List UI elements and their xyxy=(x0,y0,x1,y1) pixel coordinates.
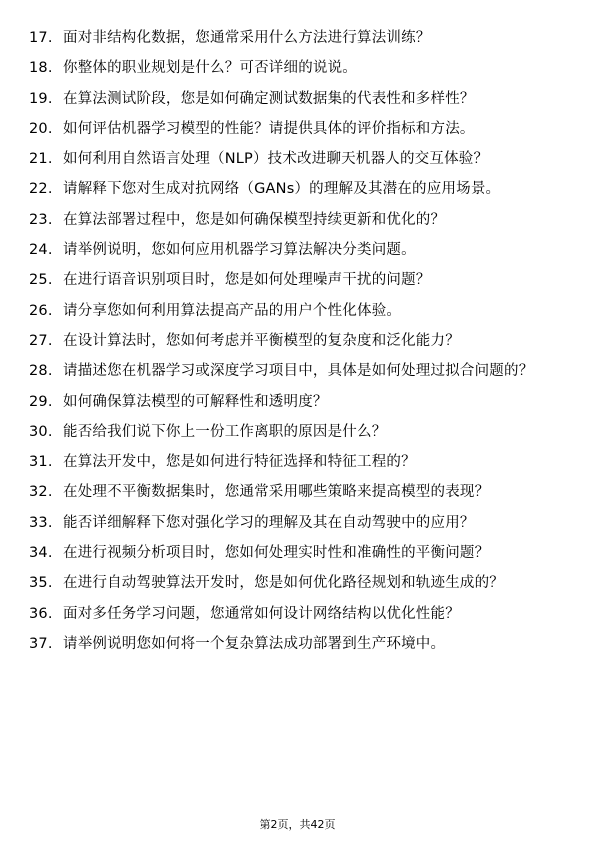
question-item xyxy=(0,148,595,170)
question-item xyxy=(0,88,595,110)
question-text: 在算法开发中，您是如何进行特征选择和特征工程的？ xyxy=(63,454,416,471)
question-number: 30. xyxy=(29,423,53,440)
question-number: 24. xyxy=(29,242,53,259)
question-text: 请举例说明，您如何应用机器学习算法解决分类问题。 xyxy=(63,242,416,259)
question-text: 请解释下您对生成对抗网络（GANs）的理解及其潜在的应用场景。 xyxy=(63,181,501,198)
question-item xyxy=(0,391,595,413)
question-item xyxy=(0,239,595,261)
question-text: 在处理不平衡数据集时，您通常采用哪些策略来提高模型的表现？ xyxy=(63,484,490,501)
question-number: 27. xyxy=(29,332,53,349)
question-text: 在算法部署过程中，您是如何确保模型持续更新和优化的？ xyxy=(63,211,446,228)
question-number: 19. xyxy=(29,90,53,107)
question-text: 能否给我们说下你上一份工作离职的原因是什么？ xyxy=(63,423,387,440)
question-item xyxy=(0,512,595,534)
question-number: 23. xyxy=(29,211,53,228)
question-number: 37. xyxy=(29,635,53,652)
question-number: 33. xyxy=(29,514,53,531)
question-item xyxy=(0,209,595,231)
question-text: 面对非结构化数据，您通常采用什么方法进行算法训练？ xyxy=(63,30,431,46)
question-number: 18. xyxy=(29,60,53,77)
question-number: 20. xyxy=(29,120,53,137)
page-footer: 第2页，共42页 xyxy=(259,818,336,831)
question-number: 22. xyxy=(29,181,53,198)
question-item xyxy=(0,421,595,443)
question-text: 请举例说明您如何将一个复杂算法成功部署到生产环境中。 xyxy=(63,635,446,652)
question-item xyxy=(0,451,595,473)
question-text: 面对多任务学习问题，您通常如何设计网络结构以优化性能？ xyxy=(63,605,460,622)
question-item xyxy=(0,57,595,79)
question-item xyxy=(0,360,595,382)
question-list xyxy=(0,27,595,663)
question-text: 在进行语音识别项目时，您是如何处理噪声干扰的问题？ xyxy=(63,272,431,289)
question-number: 36. xyxy=(29,605,53,622)
question-item xyxy=(0,269,595,291)
question-item xyxy=(0,118,595,140)
question-text: 在算法测试阶段，您是如何确定测试数据集的代表性和多样性？ xyxy=(63,90,475,107)
question-item xyxy=(0,481,595,503)
question-number: 35. xyxy=(29,575,53,592)
question-item xyxy=(0,572,595,594)
question-number: 29. xyxy=(29,393,53,410)
question-text: 在设计算法时，您如何考虑并平衡模型的复杂度和泛化能力？ xyxy=(63,332,460,349)
question-text: 如何评估机器学习模型的性能？请提供具体的评价指标和方法。 xyxy=(63,120,475,137)
question-item xyxy=(0,633,595,655)
question-text: 请分享您如何利用算法提高产品的用户个性化体验。 xyxy=(63,302,402,319)
question-item xyxy=(0,27,595,49)
question-item xyxy=(0,330,595,352)
question-number: 31. xyxy=(29,454,53,471)
question-text: 在进行视频分析项目时，您如何处理实时性和准确性的平衡问题？ xyxy=(63,545,490,562)
question-number: 28. xyxy=(29,363,53,380)
question-item xyxy=(0,300,595,322)
question-item xyxy=(0,603,595,625)
question-text: 能否详细解释下您对强化学习的理解及其在自动驾驶中的应用？ xyxy=(63,514,475,531)
question-item xyxy=(0,178,595,200)
question-number: 17. xyxy=(29,30,53,46)
question-text: 你整体的职业规划是什么？可否详细的说说。 xyxy=(63,60,357,77)
question-text: 在进行自动驾驶算法开发时，您是如何优化路径规划和轨迹生成的？ xyxy=(63,575,504,592)
question-number: 26. xyxy=(29,302,53,319)
question-number: 21. xyxy=(29,151,53,168)
question-item xyxy=(0,542,595,564)
question-number: 34. xyxy=(29,545,53,562)
question-number: 32. xyxy=(29,484,53,501)
question-text: 如何利用自然语言处理（NLP）技术改进聊天机器人的交互体验？ xyxy=(63,151,489,168)
question-text: 如何确保算法模型的可解释性和透明度？ xyxy=(63,393,328,410)
question-number: 25. xyxy=(29,272,53,289)
question-text: 请描述您在机器学习或深度学习项目中，具体是如何处理过拟合问题的？ xyxy=(63,363,534,380)
